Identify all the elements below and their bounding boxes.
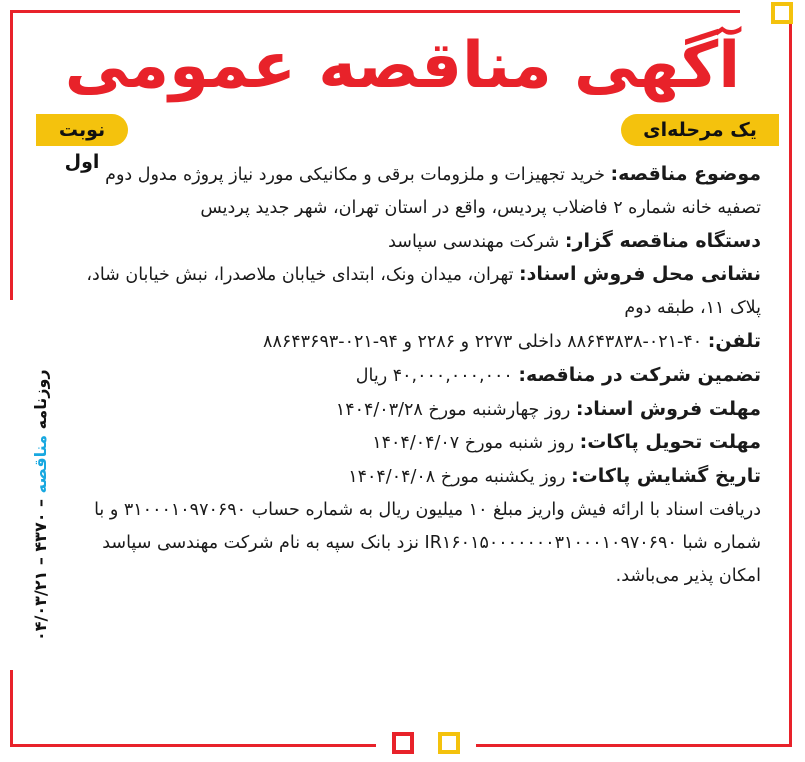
guarantee-row: [61, 359, 761, 393]
subject-row: [61, 158, 761, 225]
opening-date-row: [61, 460, 761, 494]
footer-text: دریافت اسناد با ارائه فیش واریز مبلغ ۱۰ میلیون ریال به شماره حساب ۳۱۰۰۰۱۰۹۷۰۶۹۰ و با شماره شبا IR۱۶۰۱۵۰۰۰۰۰۰۰۳۱۰۰۰۱۰۹۷۰۶۹۰ نزد بانک سپه به نام شرکت مهندسی سپاسد امکان پذیر می‌باشد.: [94, 499, 761, 586]
address-label: نشانی محل فروش اسناد:: [519, 263, 761, 286]
organizer-row: [61, 225, 761, 259]
subject-text: خرید تجهیزات و ملزومات برقی و مکانیکی مورد نیاز پروژه مدول دوم تصفیه خانه شماره ۲ فاضلاب پردیس، واقع در استان تهران، شهر جدید پردیس: [105, 165, 761, 218]
address-text: تهران، میدان ونک، ابتدای خیابان ملاصدرا، نبش خیابان شاد، پلاک ۱۱، طبقه دوم: [86, 265, 761, 319]
decor-square-icon: [438, 732, 460, 754]
ad-title: آگهی مناقصه عمومی: [64, 29, 741, 103]
guarantee-text: ۴۰,۰۰۰,۰۰۰,۰۰۰ ریال: [355, 365, 513, 386]
decor-square-icon: [392, 732, 414, 754]
delivery-deadline-row: [61, 426, 761, 460]
newspaper-prefix: روزنامه: [31, 369, 50, 430]
phone-label: تلفن:: [707, 329, 761, 352]
sale-deadline-text: روز چهارشنبه مورخ ۱۴۰۴/۰۳/۲۸: [335, 399, 571, 420]
frame-gap: [376, 740, 476, 756]
round-badge: نوبت اول: [36, 114, 128, 146]
organizer-text: شرکت مهندسی سپاسد: [388, 231, 560, 252]
opening-date-label: تاریخ گشایش پاکات:: [571, 465, 761, 488]
phone-row: [61, 325, 761, 359]
sale-deadline-label: مهلت فروش اسناد:: [575, 397, 761, 420]
delivery-deadline-text: روز شنبه مورخ ۱۴۰۴/۰۴/۰۷: [372, 433, 575, 454]
stage-badge: یک مرحله‌ای: [621, 114, 779, 146]
newspaper-brand: مناقصه: [31, 434, 50, 494]
frame-gap: [2, 300, 24, 670]
decor-square-icon: [771, 2, 793, 24]
ad-body: [61, 158, 761, 592]
subject-label: موضوع مناقصه:: [610, 163, 761, 185]
phone-text: ۴۰-۰۲۱-۸۸۶۴۳۸۳۸ داخلی ۲۲۷۳ و ۲۲۸۶ و ۹۴-۰۲۱-۸۸۶۴۳۶۹۳: [263, 331, 703, 352]
newspaper-issue: – ۴۳۷۰ – ۰۴/۰۳/۲۱: [31, 498, 50, 641]
newspaper-credit: [26, 350, 56, 660]
sale-deadline-row: [61, 393, 761, 427]
delivery-deadline-label: مهلت تحویل پاکات:: [579, 431, 761, 454]
organizer-label: دستگاه مناقصه گزار:: [564, 229, 761, 252]
address-row: [61, 258, 761, 325]
guarantee-label: تضمین شرکت در مناقصه:: [518, 363, 761, 386]
opening-date-text: روز یکشنبه مورخ ۱۴۰۴/۰۴/۰۸: [348, 467, 566, 488]
